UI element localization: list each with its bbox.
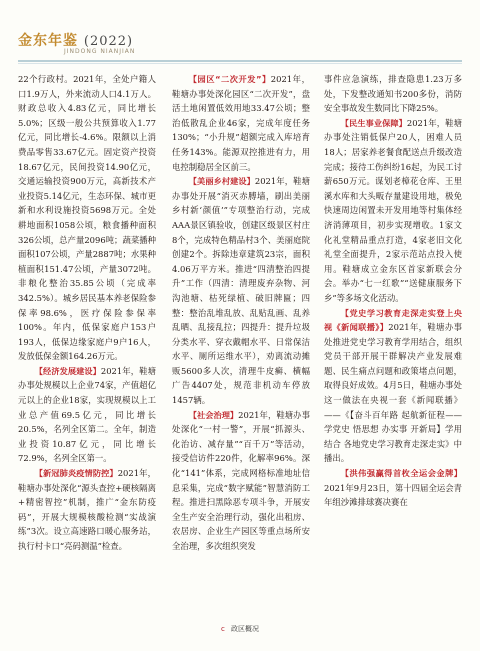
header-divider-thin [18,63,462,64]
section-heading: 【美丽乡村建设】 [188,176,255,187]
footer-title: 政区概况 [231,625,260,633]
section-heading: 【党史学习教育走深走实登上央视《新闻联播》】 [324,307,462,333]
body-text: 2021年，鞋塘办事处深化“一村一警”，开展“抓源头、化治访、减存量”“百千万”等活动，接受信访件220件，化解率96%。深化“141”体系，完成网格标准地址信息采集，完成“数字赋能”智慧消防工程。推进扫黑除恶专项斗争，开展安全生产安全治理行动，强化出租房、农居房、企业生产园区等重点场所安全治理，多次组织突发 [172,409,310,551]
section-paragraph [324,466,462,510]
logo-title: 金东年鉴 [18,33,78,49]
logo-year: (2022) [83,34,134,49]
page-footer [0,624,480,634]
section-heading: 【经济发展建设】 [34,365,101,376]
body-text: 2021年，鞋塘办事处深化“源头查控+硬核隔离+精密智控”机制，推广“金东防疫码”，开展大规模核酸检测“实战演练”3次。设立高速路口暖心服务站，执行村卡口“亮码测温”检查。 [18,468,156,551]
section-paragraph [324,306,462,467]
body-text: 2021年，鞋塘办事处注销低保户20人，困难人员18人；居家养老餐食配送点升级改造完成；接待工伤纠纷16起，为民工讨薪650万元。谋划老樟花仓库、王里溪水库和大头畈存量建设用地，极免快速周边闲置未开发用地等村集体经济消薄项目，初步实现增收。1家文化礼堂精品重点打造，4家老旧文化礼堂全面提升，2家示范站点投入使用。鞋塘成立金东区首家新联会分会。举办“七一红歌”“送健康服务下乡”等多场文化活动。 [324,117,462,303]
page-number: c [220,625,225,633]
section-heading: 【社会治理】 [188,409,239,420]
yearbook-logo [18,30,133,50]
body-text: 2021年，鞋塘办事处开展“消灭赤膊墙，刷出美丽乡村新‘颜值’”专项整治行动，完成AAA景区镇验收，创建区级景区村庄8个，完成特色精品村3个、美丽庭院创建2个。拆除违章建筑23宗，面积4.06万平方米。推进“四清整治四提升”工作（四清：清理废弃杂物、河沟池塘、枯死绿植、破旧牌匾；四整：整治乱堆乱放、乱贴乱画、乱养乱晒、乱接乱拉；四提升：提升垃圾分类水平、穿衣戴帽水平、日常保洁水平、厕所运维水平），劝离流动摊贩5600多人次，清理牛皮癣、横幅广告4407处，规范非机动车停放1457辆。 [172,176,310,406]
section-paragraph [324,72,462,116]
section-paragraph [18,364,156,466]
section-paragraph [18,72,156,364]
text-column-3 [324,72,462,612]
body-text: 22个行政村。2021年，全处户籍人口1.9万人，外来流动人口4.1万人。财政总收入4.83亿元，同比增长5.0%；区级一般公共预算收入1.77亿元，同比增长-4.6%。限额以上消费品零售33.67亿元。固定资产投资18.67亿元，民间投资14.90亿元，交通运输投资900万元，高新技术产业投资5.14亿元，生态环保、城市更新和水利设施投资5698万元。全处耕地面积1058公顷，粮食播种面积326公顷，总产量2096吨；蔬菜播种面积107公顷，产量2887吨；水果种植面积151.47公顷，产量3072吨。非粮化整治35.85公顷（完成率342.5%）。城乡居民基本养老保险参保率98.6%，医疗保险参保率100%。年内，低保家庭户153户193人，低保边缘家庭户9户16人，发放低保金额164.26万元。 [18,74,156,362]
section-heading: 【园区“二次开发”】 [188,74,271,84]
section-paragraph [324,116,462,306]
header-divider [18,60,462,62]
body-text: 2021年，鞋塘办事处深化园区“二次开发”，盘活土地闲置低效用地33.47公顷；整治低散乱企业46家，完成年度任务130%；“小升规”超额完成入库培育任务143%。能源双控推进有力，用电控制稳居全区前三。 [172,74,310,172]
section-heading: 【民生事业保障】 [340,117,407,128]
section-heading: 【洪伟强赢得首枚全运会金牌】 [340,468,462,479]
section-paragraph [172,174,310,408]
section-paragraph [18,466,156,554]
body-text: 事件应急演练，排查隐患1.23万多处，下发整改通知书200多份，消防安全事故发生数同比下降25%。 [324,74,462,114]
body-text: 2021年9月23日，第十四届全运会青年组沙滩排球赛决赛在 [324,482,462,508]
body-text: 2021年，鞋塘办事处规模以上企业74家，产值超亿元以上的企业18家，实现规模以上工业总产值69.5亿元，同比增长20.5%，名列全区第二。全年，制造业投资10.87亿元，同比增长72.9%，名列全区第一。 [18,365,156,464]
section-heading: 【新冠肺炎疫情防控】 [34,468,118,479]
section-paragraph [172,408,310,554]
logo-subtitle: JINDONG NIANJIAN [64,48,136,55]
body-text: 2021年，鞋塘办事处推进党史学习教育学用结合，组织党员干部开展干群解决产业发展难题、民生痛点问题和政策堵点问题，取得良好成效。4月5日，鞋塘办事处这一做法在央视一套《新闻联播》——《【奋斗百年路 起航新征程——学党史 悟思想 办实事 开新局】学用结合 各地党史学习教育走深走实》中播出。 [324,322,462,464]
section-paragraph [172,72,310,174]
page-header [0,0,480,68]
text-column-1 [18,72,156,612]
text-column-2 [172,72,310,612]
